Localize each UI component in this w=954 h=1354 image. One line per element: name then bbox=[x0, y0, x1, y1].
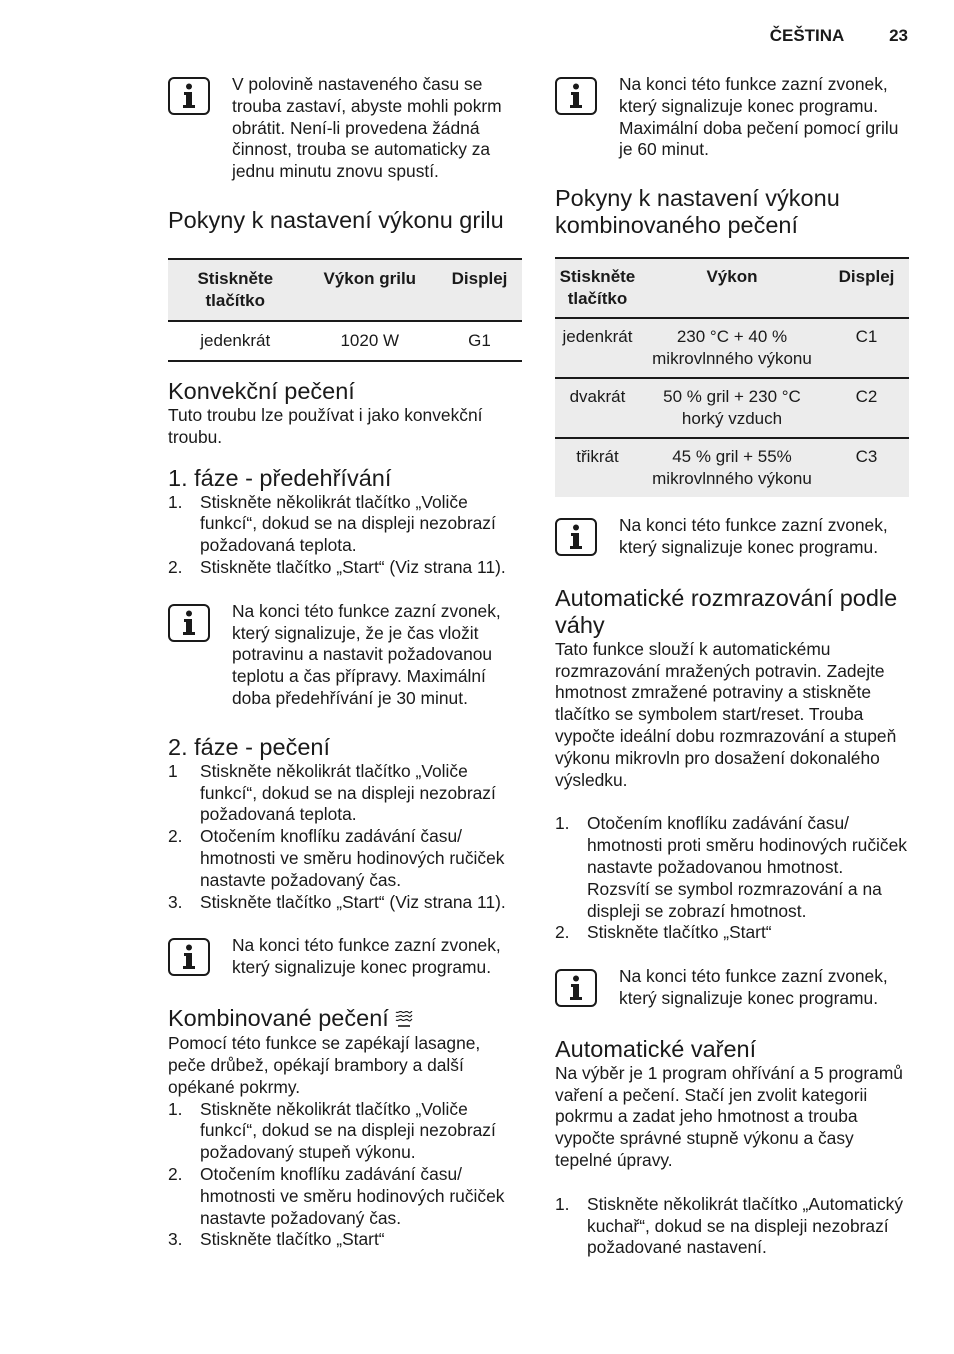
step-number: 1 bbox=[168, 760, 178, 781]
list-item bbox=[168, 492, 522, 557]
step-text: Stiskněte několikrát tlačítko „Voliče funkcí“, dokud se na displeji nezobrazí požadovaný stupeň výkonu. bbox=[200, 1098, 496, 1163]
step-text: Stiskněte tlačítko „Start“ (Viz strana 11). bbox=[200, 891, 506, 912]
info-text: V polovině nastaveného času se trouba zastaví, abyste mohli pokrm obrátit. Není-li provedena žádná činnost, trouba se automaticky za jednu minutu znovu spustí. bbox=[232, 74, 502, 182]
info-note bbox=[168, 74, 522, 183]
grill-power-heading: Pokyny k nastavení výkonu grilu bbox=[168, 206, 504, 233]
table-cell: třikrát bbox=[555, 438, 640, 497]
step-text: Stiskněte tlačítko „Start“ (Viz strana 11). bbox=[200, 556, 506, 577]
combi-heading-text: Kombinované pečení bbox=[168, 1004, 389, 1031]
table-header: Výkon bbox=[640, 258, 824, 318]
info-icon bbox=[555, 969, 597, 1007]
defrost-steps bbox=[555, 813, 909, 944]
list-item bbox=[555, 813, 909, 922]
table-header: Stiskněte tlačítko bbox=[168, 259, 303, 321]
phase2-steps bbox=[168, 761, 522, 914]
combi-text: Pomocí této funkce se zapékají lasagne, peče drůbež, opékají brambory a další opékané pokrmy. bbox=[168, 1033, 481, 1097]
list-item bbox=[555, 922, 909, 944]
table-cell: C3 bbox=[824, 438, 909, 497]
step-number: 1. bbox=[555, 813, 570, 834]
info-icon bbox=[555, 518, 597, 556]
info-note bbox=[168, 935, 522, 979]
table-header: Výkon grilu bbox=[303, 259, 438, 321]
step-text: Stiskněte tlačítko „Start“ bbox=[200, 1229, 385, 1250]
step-number: 2. bbox=[555, 922, 570, 943]
table-cell: dvakrát bbox=[555, 378, 640, 438]
page-number: 23 bbox=[889, 26, 908, 45]
autocook-steps bbox=[555, 1194, 909, 1259]
info-text: Na konci této funkce zazní zvonek, který signalizuje konec programu. bbox=[232, 935, 501, 978]
info-note bbox=[168, 601, 522, 710]
step-number: 2. bbox=[168, 556, 183, 577]
step-text: Stiskněte tlačítko „Start“ bbox=[587, 922, 772, 943]
step-text: Otočením knoflíku zadávání času/ hmotnosti proti směru hodinových ručiček nastavte požadovanou hmotnost. Rozsvítí se symbol rozmrazování a na displeji se zobrazí hmotnost. bbox=[587, 813, 907, 921]
info-text: Na konci této funkce zazní zvonek, který signalizuje konec programu. bbox=[619, 515, 888, 557]
info-icon bbox=[555, 77, 597, 115]
combi-power-table bbox=[555, 257, 909, 497]
table-header: Stiskněte tlačítko bbox=[555, 258, 640, 318]
table-row bbox=[555, 378, 909, 438]
language-label: ČEŠTINA bbox=[769, 26, 845, 45]
list-item bbox=[168, 1164, 522, 1229]
step-text: Otočením knoflíku zadávání času/ hmotnosti ve směru hodinových ručiček nastavte požadovaný čas. bbox=[200, 1164, 505, 1228]
info-icon bbox=[168, 77, 210, 115]
table-cell: C1 bbox=[824, 318, 909, 378]
phase1-heading: 1. fáze - předehřívání bbox=[168, 464, 392, 491]
step-text: Stiskněte několikrát tlačítko „Automatický kuchař“, dokud se na displeji nezobrazí požadované nastavení. bbox=[587, 1193, 904, 1258]
table-cell: 45 % gril + 55% mikrovlnného výkonu bbox=[640, 438, 824, 497]
grill-power-table bbox=[168, 258, 522, 362]
right-column bbox=[555, 74, 909, 1259]
list-item bbox=[168, 892, 522, 914]
defrost-heading: Automatické rozmrazování podle váhy bbox=[555, 584, 898, 638]
combi-heading bbox=[168, 1005, 522, 1033]
table-cell: G1 bbox=[468, 330, 491, 350]
table-cell: 230 °C + 40 % mikrovlnného výkonu bbox=[640, 318, 824, 378]
list-item bbox=[168, 557, 522, 579]
left-column bbox=[168, 74, 522, 1251]
info-note bbox=[555, 966, 909, 1010]
autocook-heading: Automatické vaření bbox=[555, 1035, 757, 1062]
step-text: Otočením knoflíku zadávání času/ hmotnosti ve směru hodinových ručiček nastavte požadovaný čas. bbox=[200, 826, 505, 890]
phase1-steps bbox=[168, 492, 522, 579]
table-cell: C2 bbox=[824, 378, 909, 438]
combi-steps bbox=[168, 1099, 522, 1252]
list-item bbox=[168, 1099, 522, 1164]
step-number: 2. bbox=[168, 1164, 183, 1184]
convection-heading: Konvekční pečení bbox=[168, 377, 355, 404]
step-number: 2. bbox=[168, 826, 183, 847]
combi-power-heading: Pokyny k nastavení výkonu kombinovaného pečení bbox=[555, 185, 840, 239]
info-text: Na konci této funkce zazní zvonek, který signalizuje konec programu. bbox=[619, 966, 888, 1008]
list-item bbox=[168, 761, 522, 826]
step-text: Stiskněte několikrát tlačítko „Voliče funkcí“, dokud se na displeji nezobrazí požadovaná teplota. bbox=[200, 491, 496, 556]
info-note bbox=[555, 74, 909, 161]
info-icon bbox=[168, 604, 210, 642]
info-icon bbox=[168, 938, 210, 976]
table-cell: jedenkrát bbox=[555, 318, 640, 378]
table-cell: 1020 W bbox=[340, 330, 400, 350]
table-header: Displej bbox=[437, 259, 522, 321]
autocook-text: Na výběr je 1 program ohřívání a 5 programů vaření a pečení. Stačí jen zvolit kategorii pokrmu a zadat jeho hmotnost a trouba vypočte správné stupně výkonu a časy tepelné úpravy. bbox=[555, 1062, 903, 1170]
table-row bbox=[555, 318, 909, 378]
step-number: 1. bbox=[555, 1193, 570, 1214]
step-number: 1. bbox=[168, 491, 183, 512]
combi-function-icon bbox=[395, 1006, 413, 1033]
convection-text: Tuto troubu lze používat i jako konvekční troubu. bbox=[168, 404, 483, 447]
page-header bbox=[770, 26, 908, 46]
table-row bbox=[168, 321, 522, 361]
step-text: Stiskněte několikrát tlačítko „Voliče funkcí“, dokud se na displeji nezobrazí požadovaná teplota. bbox=[200, 760, 496, 825]
step-number: 1. bbox=[168, 1098, 183, 1119]
table-header: Displej bbox=[824, 258, 909, 318]
list-item bbox=[555, 1194, 909, 1259]
table-cell: jedenkrát bbox=[200, 330, 271, 350]
info-text: Na konci této funkce zazní zvonek, který signalizuje konec programu. Maximální doba pečení pomocí grilu je 60 minut. bbox=[619, 74, 899, 160]
table-row bbox=[555, 438, 909, 497]
defrost-text: Tato funkce slouží k automatickému rozmrazování mražených potravin. Zadejte hmotnost zmražené potraviny a stiskněte tlačítko se symbolem start/reset. Trouba vypočte ideální dobu rozmrazování a stupeň výkonu mikrovln pro dosažení dokonalého výsledku. bbox=[555, 638, 897, 790]
list-item bbox=[168, 1229, 522, 1251]
step-number: 3. bbox=[168, 891, 183, 912]
table-cell: 50 % gril + 230 °C horký vzduch bbox=[640, 378, 824, 438]
info-text: Na konci této funkce zazní zvonek, který signalizuje, že je čas vložit potravinu a nastavit požadovanou teplotu a čas přípravy. Maximální doba předehřívání je 30 minut. bbox=[232, 600, 501, 708]
list-item bbox=[168, 826, 522, 891]
step-number: 3. bbox=[168, 1229, 183, 1250]
info-note bbox=[555, 515, 909, 559]
phase2-heading: 2. fáze - pečení bbox=[168, 733, 330, 760]
